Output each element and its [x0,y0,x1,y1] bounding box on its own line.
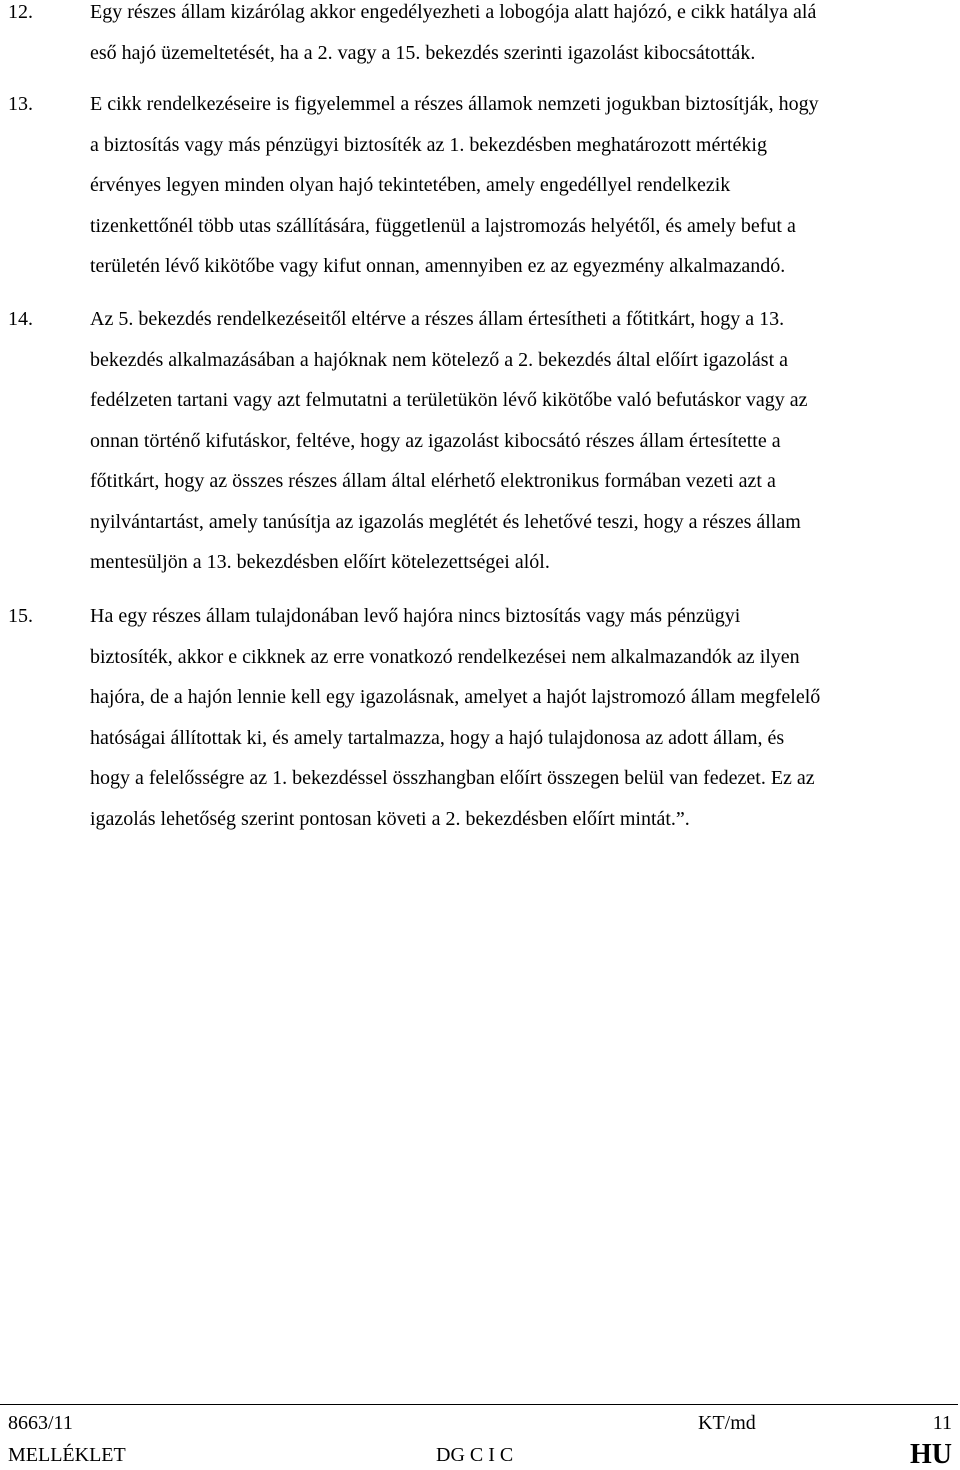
text-line: bekezdés alkalmazásában a hajóknak nem kötelező a 2. bekezdés által előírt igazolást a [90,348,789,371]
paragraph-text [90,0,938,73]
text-line: Ha egy részes állam tulajdonában levő hajóra nincs biztosítás vagy más pénzügyi [90,605,741,627]
paragraph-text [90,596,938,839]
text-line: érvényes legyen minden olyan hajó tekintetében, amely engedéllyel rendelkezik [90,174,731,196]
footer-initials: KT/md [698,1412,756,1434]
paragraph-number: 15. [8,605,33,627]
footer-directorate: DG C I C [436,1444,514,1466]
footer-page-number: 11 [932,1412,952,1434]
text-line: a biztosítás vagy más pénzügyi biztosíték az 1. bekezdésben meghatározott mértékig [90,133,767,156]
text-line: tizenkettőnél több utas szállítására, függetlenül a lajstromozás helyétől, és amely befut a [90,214,796,237]
text-line: hatóságai állítottak ki, és amely tartalmazza, hogy a hajó tulajdonosa az adott állam, és [90,726,785,749]
footer-doc-number: 8663/11 [8,1412,73,1434]
text-line: fedélzeten tartani vagy azt felmutatni a területükön lévő kikötőbe való befutáskor vagy az [90,389,808,411]
paragraph-number: 14. [8,308,33,330]
text-line: hajóra, de a hajón lennie kell egy igazolásnak, amelyet a hajót lajstromozó állam megfelelő [90,686,821,708]
text-line: nyilvántartást, amely tanúsítja az igazolás meglétét és lehetővé teszi, hogy a részes állam [90,510,801,533]
paragraph-number: 13. [8,93,33,115]
text-line: területén lévő kikötőbe vagy kifut onnan, amennyiben ez az egyezmény alkalmazandó. [90,255,786,277]
footer-annex-label: MELLÉKLET [8,1444,126,1466]
text-line: igazolás lehetőség szerint pontosan követi a 2. bekezdésben előírt mintát.”. [90,807,690,830]
text-line: hogy a felelősségre az 1. bekezdéssel összhangban előírt összegen belül van fedezet. Ez az [90,767,815,789]
paragraph-text [90,299,938,583]
paragraph-text [90,84,938,287]
text-line: biztosíték, akkor e cikknek az erre vonatkozó rendelkezései nem alkalmazandók az ilyen [90,645,800,668]
text-line: mentesüljön a 13. bekezdésben előírt kötelezettségei alól. [90,551,550,573]
text-line: E cikk rendelkezéseire is figyelemmel a részes államok nemzeti jogukban biztosítják, hogy [90,93,819,115]
text-line: eső hajó üzemeltetését, ha a 2. vagy a 15. bekezdés szerinti igazolást kibocsátották. [90,41,756,64]
text-line: Az 5. bekezdés rendelkezéseitől eltérve a részes állam értesítheti a főtitkárt, hogy a 13. [90,308,785,330]
text-line: Egy részes állam kizárólag akkor engedélyezheti a lobogója alatt hajózó, e cikk hatálya alá [90,1,817,23]
text-line: onnan történő kifutáskor, feltéve, hogy az igazolást kibocsátó részes állam értesítette a [90,429,781,452]
paragraph-number: 12. [8,1,33,23]
text-line: főtitkárt, hogy az összes részes állam által elérhető elektronikus formában vezeti azt a [90,470,776,492]
footer-language-code: HU [910,1439,952,1470]
footer-divider [0,1404,958,1405]
